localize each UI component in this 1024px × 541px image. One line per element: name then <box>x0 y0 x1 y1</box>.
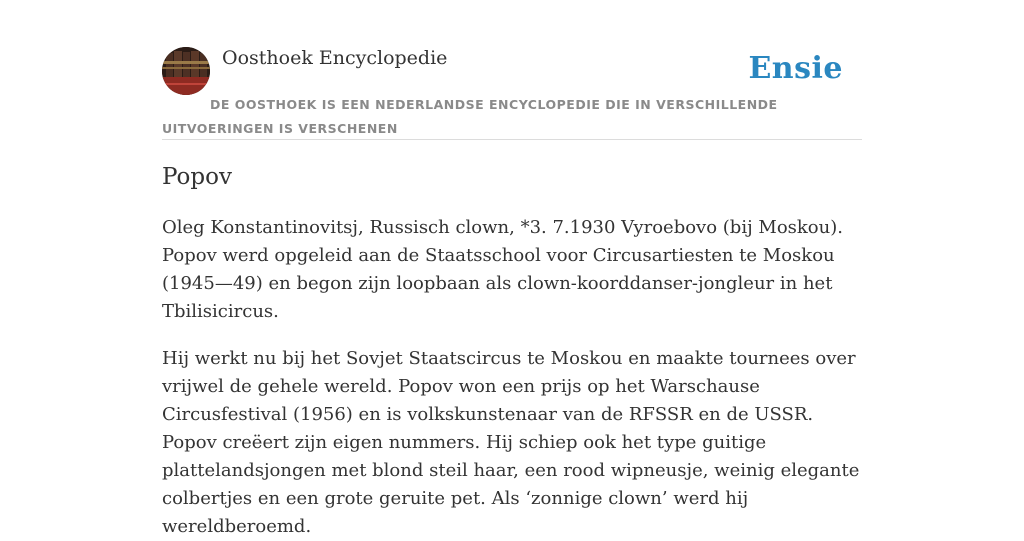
site-name[interactable]: Oosthoek Encyclopedie <box>222 47 448 69</box>
article-paragraph: Hij werkt nu bij het Sovjet Staatscircus te Moskou en maakte tournees over vrijwel de gehele wereld. Popov won een prijs op het Warschause Circusfestival (1956) en is volkskunstenaar van de RFSSR en de USSR. Popov creëert zijn eigen nummers. Hij schiep ook het type guitige plattelandsjongen met blond steil haar, een rood wipneusje, weinig elegante colbertjes en een grote geruite pet. Als ‘zonnige clown’ werd hij wereldberoemd. <box>162 348 860 537</box>
page-title: Popov <box>162 164 232 190</box>
header <box>162 44 862 140</box>
article-paragraph: Oleg Konstantinovitsj, Russisch clown, *3. 7.1930 Vyroebovo (bij Moskou). Popov werd opgeleid aan de Staatsschool voor Circusartiesten te Moskou (1945—49) en begon zijn loopbaan als clown-koorddanser-jongleur in het Tbilisicircus. <box>162 217 843 322</box>
book-spines-icon[interactable] <box>162 47 210 95</box>
article-card <box>162 44 862 541</box>
site-tagline: DE OOSTHOEK IS EEN NEDERLANDSE ENCYCLOPEDIE DIE IN VERSCHILLENDE UITVOERINGEN IS VERSCHENEN <box>162 97 778 136</box>
brand-logo[interactable]: Ensie <box>748 51 843 86</box>
